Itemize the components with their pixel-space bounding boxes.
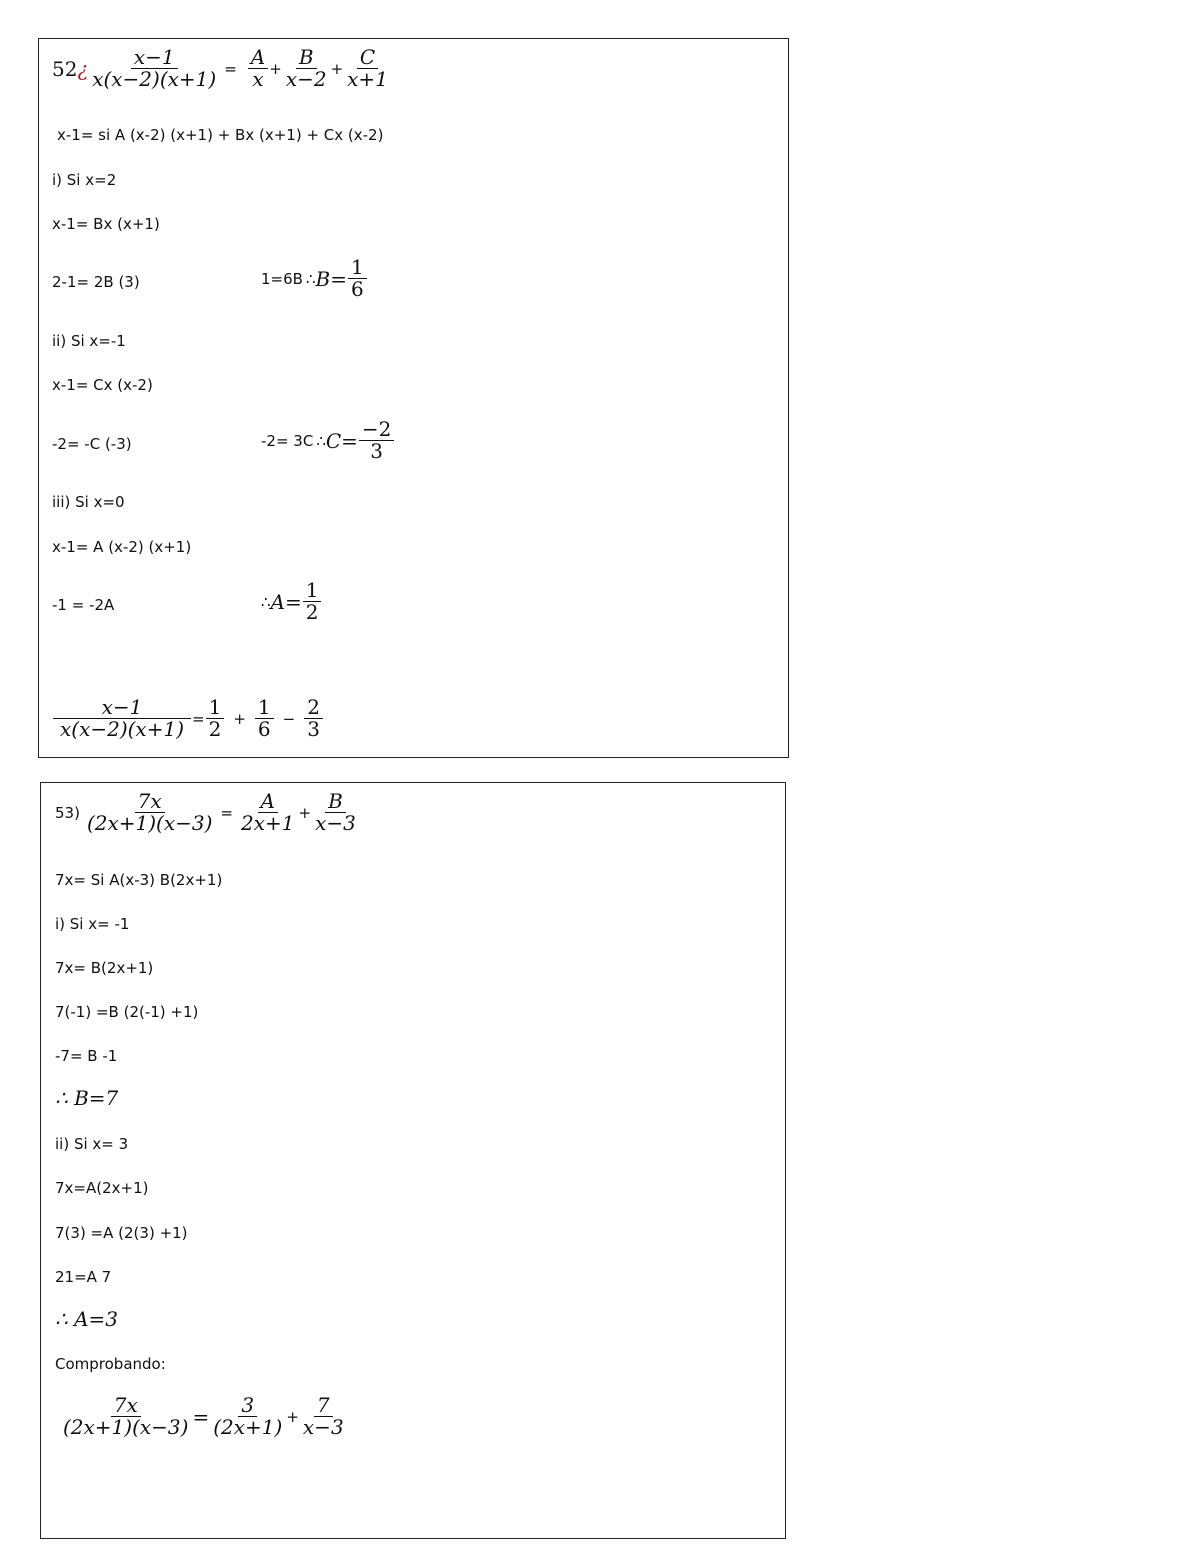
p53-lhs-fraction bbox=[84, 791, 215, 834]
p53-lhs-denominator: (2x+1)(x−3) bbox=[86, 811, 213, 835]
p52-case3-num: 1 bbox=[303, 580, 322, 602]
p52-case2-fraction bbox=[359, 419, 394, 462]
p52-identity: x-1= si A (x-2) (x+1) + Bx (x+1) + Cx (x-2) bbox=[57, 126, 384, 144]
p52-final-b-num: 1 bbox=[255, 697, 274, 719]
p52-case3-substitution: -1 = -2A bbox=[52, 596, 115, 614]
p52-case1-result bbox=[261, 257, 368, 300]
p52-final-b bbox=[255, 697, 274, 740]
p53-plus: + bbox=[298, 803, 312, 822]
p53-check-term-a-num: 3 bbox=[238, 1395, 257, 1417]
problem-52-panel bbox=[38, 38, 789, 758]
p52-final-equals: = bbox=[192, 709, 205, 728]
p52-final-a-den: 2 bbox=[208, 717, 222, 741]
p53-case2-substitution: 7(3) =A (2(3) +1) bbox=[55, 1224, 188, 1242]
p52-final-plus: + bbox=[233, 709, 246, 728]
p52-term-b-num: B bbox=[296, 47, 317, 69]
p53-term-a-den: 2x+1 bbox=[241, 811, 295, 835]
problem-52-marker: ¿ bbox=[77, 56, 89, 81]
p52-equals: = bbox=[224, 59, 237, 78]
p52-case2-substitution: -2= -C (-3) bbox=[52, 435, 132, 453]
p53-check-term-b bbox=[300, 1395, 347, 1438]
p52-term-c bbox=[344, 47, 391, 90]
p52-lhs-fraction bbox=[89, 47, 219, 90]
p53-check-lhs-den: (2x+1)(x−3) bbox=[63, 1415, 189, 1439]
p52-lhs-numerator: x−1 bbox=[131, 47, 178, 69]
p53-case1-reduced: 7x= B(2x+1) bbox=[55, 959, 154, 977]
p53-check-equals: = bbox=[192, 1404, 210, 1429]
p52-case1-result-text: 1=6B bbox=[261, 269, 303, 288]
p52-case2-reduced: x-1= Cx (x-2) bbox=[52, 376, 153, 394]
p52-case2-var: C= bbox=[325, 428, 358, 453]
p52-lhs-denominator: x(x−2)(x+1) bbox=[92, 67, 217, 91]
p52-case3-reduced: x-1= A (x-2) (x+1) bbox=[52, 538, 192, 556]
p53-check-term-a bbox=[210, 1395, 285, 1438]
p52-plus-1: + bbox=[269, 59, 282, 78]
p52-case1-substitution: 2-1= 2B (3) bbox=[52, 273, 140, 291]
p53-case2-label: ii) Si x= 3 bbox=[55, 1135, 129, 1153]
p53-check-term-a-den: (2x+1) bbox=[213, 1415, 283, 1439]
p53-check-lhs bbox=[60, 1395, 191, 1438]
p52-case1-fraction bbox=[348, 257, 367, 300]
p53-case2-result: ∴ A=3 bbox=[55, 1307, 119, 1331]
p52-case2-result bbox=[261, 419, 395, 462]
p52-case3-label: iii) Si x=0 bbox=[52, 493, 125, 511]
p53-term-b-num: B bbox=[325, 791, 346, 813]
p52-case1-label: i) Si x=2 bbox=[52, 171, 117, 189]
p53-check-equation bbox=[59, 1395, 348, 1438]
p52-case3-var: A= bbox=[270, 589, 302, 614]
p52-case1-num: 1 bbox=[348, 257, 367, 279]
problem-53-number: 53) bbox=[55, 803, 80, 822]
p52-term-c-num: C bbox=[357, 47, 378, 69]
p52-case3-fraction bbox=[303, 580, 322, 623]
p52-plus-2: + bbox=[330, 59, 344, 78]
problem-52-number: 52 bbox=[52, 56, 78, 81]
p52-final-lhs-den: x(x−2)(x+1) bbox=[59, 717, 184, 741]
p53-check-lhs-num: 7x bbox=[111, 1395, 141, 1417]
p52-final-decomposition bbox=[52, 697, 324, 740]
p52-final-a bbox=[206, 697, 225, 740]
p53-term-a-num: A bbox=[258, 791, 278, 813]
p52-case2-num: −2 bbox=[359, 419, 394, 441]
p52-final-lhs bbox=[53, 697, 191, 740]
p52-final-b-den: 6 bbox=[257, 717, 271, 741]
p52-case1-var: B= bbox=[315, 266, 347, 291]
p53-term-a bbox=[238, 791, 298, 834]
therefore-symbol: ∴ bbox=[305, 269, 316, 288]
p52-final-c bbox=[304, 697, 323, 740]
p52-case2-label: ii) Si x=-1 bbox=[52, 332, 126, 350]
p53-check-plus: + bbox=[286, 1407, 299, 1426]
p52-case2-result-text: -2= 3C bbox=[261, 431, 314, 450]
p52-term-b-den: x−2 bbox=[285, 67, 327, 91]
p53-term-b bbox=[312, 791, 359, 834]
therefore-symbol: ∴ bbox=[261, 592, 271, 611]
p53-lhs-numerator: 7x bbox=[135, 791, 165, 813]
p53-case1-label: i) Si x= -1 bbox=[55, 915, 130, 933]
p52-final-a-num: 1 bbox=[206, 697, 225, 719]
p52-case2-den: 3 bbox=[370, 439, 384, 463]
p52-term-a-den: x bbox=[252, 67, 264, 91]
p53-check-term-b-den: x−3 bbox=[302, 1415, 344, 1439]
p53-term-b-den: x−3 bbox=[315, 811, 356, 835]
problem-52-header bbox=[52, 47, 392, 90]
p53-case2-simplified: 21=A 7 bbox=[55, 1268, 112, 1286]
p52-case3-den: 2 bbox=[305, 600, 319, 624]
p53-case1-result: ∴ B=7 bbox=[55, 1086, 119, 1110]
p52-term-b bbox=[283, 47, 330, 90]
p52-final-lhs-num: x−1 bbox=[53, 697, 191, 719]
p53-case2-reduced: 7x=A(2x+1) bbox=[55, 1179, 149, 1197]
problem-53-header bbox=[55, 791, 360, 834]
p53-identity: 7x= Si A(x-3) B(2x+1) bbox=[55, 871, 223, 889]
p52-final-minus: − bbox=[282, 709, 296, 728]
p53-equals: = bbox=[220, 803, 233, 822]
p52-case1-reduced: x-1= Bx (x+1) bbox=[52, 215, 160, 233]
p52-case3-result bbox=[261, 580, 322, 623]
p53-check-label: Comprobando: bbox=[55, 1355, 166, 1373]
p52-term-a-num: A bbox=[248, 47, 268, 69]
p53-case1-simplified: -7= B -1 bbox=[55, 1047, 118, 1065]
therefore-symbol: ∴ bbox=[316, 431, 326, 450]
p53-case1-substitution: 7(-1) =B (2(-1) +1) bbox=[55, 1003, 199, 1021]
p52-final-c-den: 3 bbox=[307, 717, 320, 741]
p52-term-a bbox=[248, 47, 268, 90]
p52-final-c-num: 2 bbox=[304, 697, 323, 719]
p53-check-term-b-num: 7 bbox=[314, 1395, 333, 1417]
p52-case1-den: 6 bbox=[350, 277, 364, 301]
p52-term-c-den: x+1 bbox=[347, 67, 388, 91]
problem-53-panel bbox=[40, 782, 786, 1539]
